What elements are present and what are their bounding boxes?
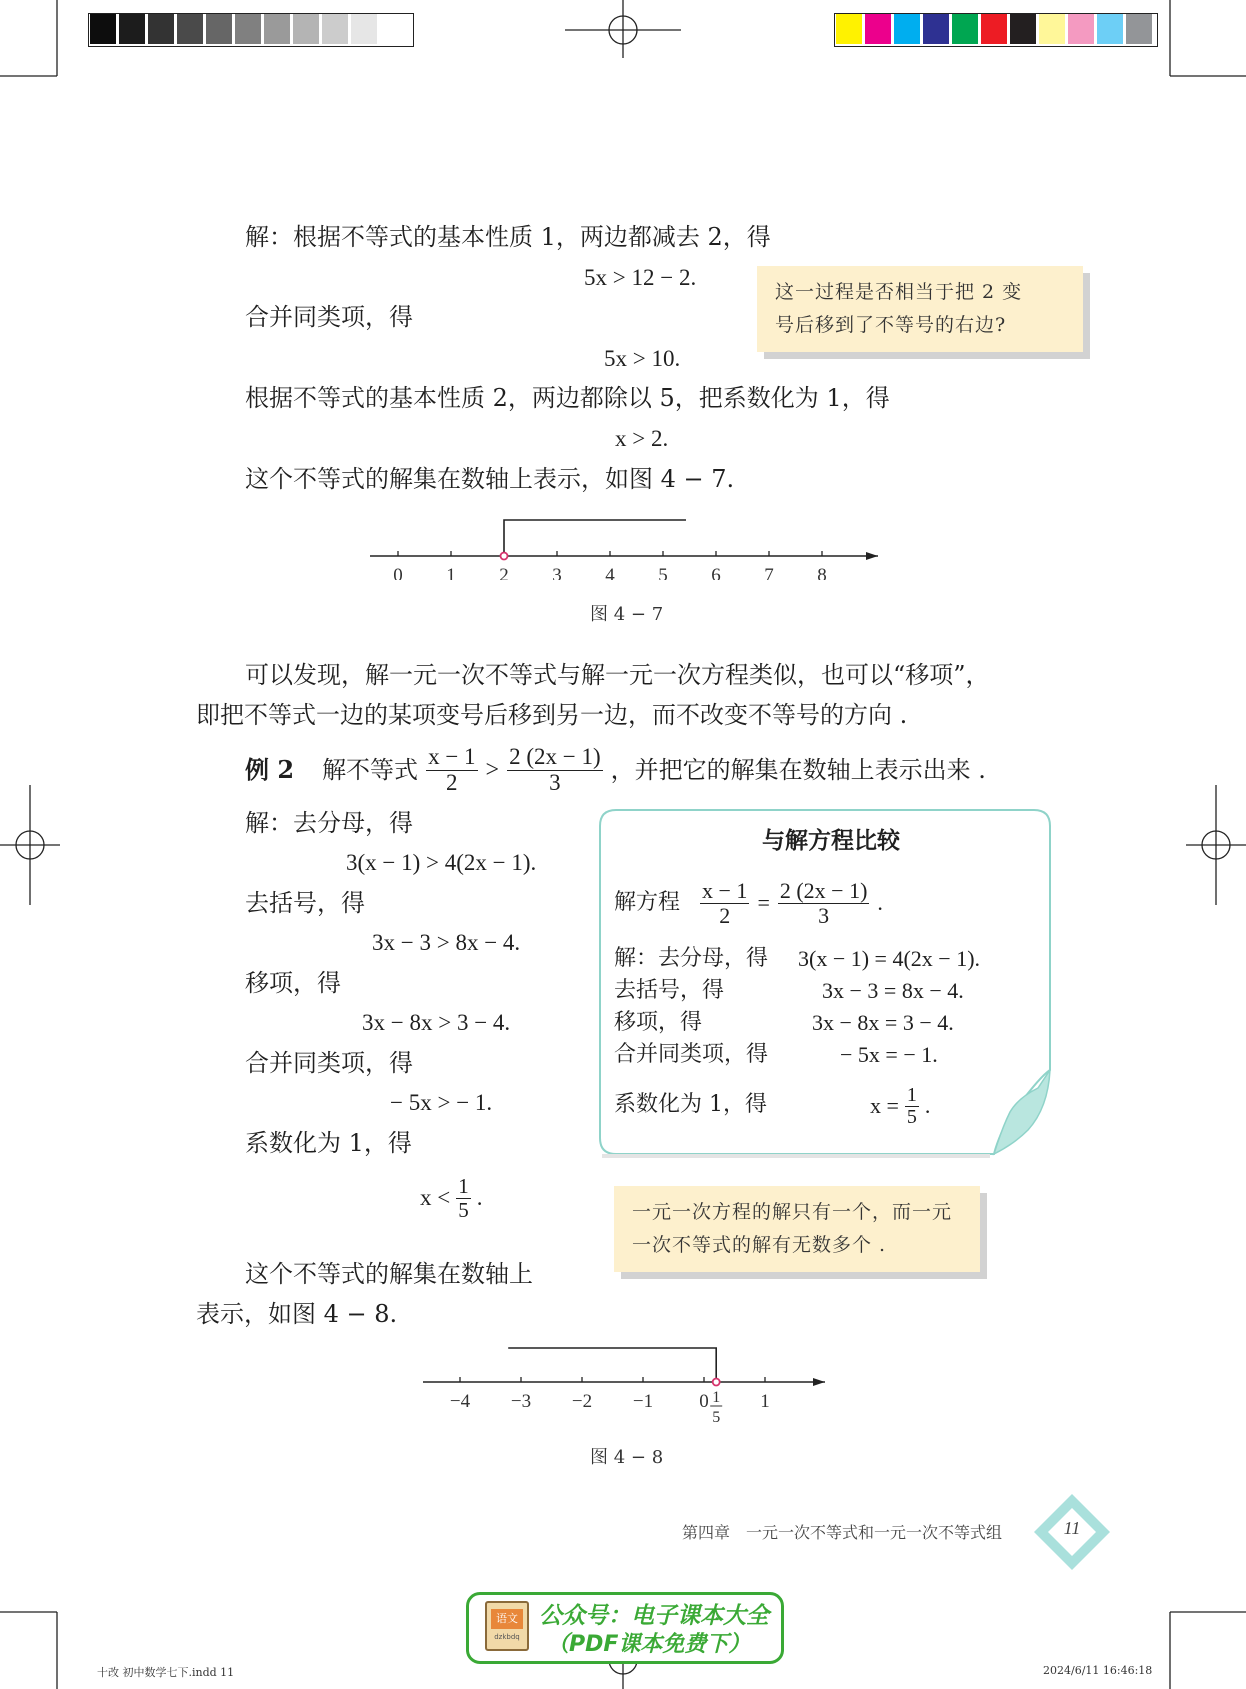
tick-label: 1 — [446, 565, 456, 580]
compare-last-lhs: x = — [870, 1093, 899, 1118]
compare-panel-lhs-fraction — [700, 879, 749, 926]
compare-row-2-expr: 3x − 3 = 8x − 4. — [822, 978, 964, 1003]
banner-line1: 公众号：电子课本大全 — [539, 1603, 769, 1629]
solution-ray — [508, 1348, 716, 1382]
example2-lhs-denominator: 2 — [446, 769, 458, 795]
solution1-eq2: 5x > 10. — [604, 346, 681, 371]
solution2-eq5-lhs: x < — [420, 1185, 451, 1210]
solution2-eq1: 3(x − 1) > 4(2x − 1). — [346, 850, 537, 875]
solution2-conclusion-line2: 表示，如图 4 − 8. — [196, 1300, 398, 1328]
example2-statement — [245, 742, 986, 798]
compare-panel-rhs-numerator: 2 (2x − 1) — [779, 878, 868, 904]
tick-label: −2 — [571, 1391, 593, 1412]
example2-lhs-numerator: x − 1 — [428, 744, 476, 770]
solution-ray — [504, 520, 686, 556]
calibration-swatch — [1126, 14, 1152, 44]
thinking-callout — [757, 266, 1083, 352]
endpoint-fraction-denominator: 5 — [712, 1409, 721, 1426]
compare-panel-rhs-fraction — [778, 879, 870, 926]
compare-row-1-label: 解：去分母，得 — [614, 946, 769, 971]
tick-label: 5 — [658, 565, 668, 580]
solution2-eq5-denominator: 5 — [458, 1197, 469, 1222]
example2-suffix: ，并把它的解集在数轴上表示出来 . — [610, 756, 986, 784]
example2-rhs-numerator: 2 (2x − 1) — [509, 744, 601, 770]
calibration-swatch — [923, 14, 949, 44]
compare-last-fraction — [905, 1085, 919, 1128]
compare-row-4-expr: − 5x = − 1. — [840, 1042, 938, 1067]
calibration-swatch — [1068, 14, 1094, 44]
solution2-eq5-fraction — [456, 1175, 471, 1220]
compare-last-expr — [870, 1080, 930, 1132]
solution1-eq3: x > 2. — [615, 426, 669, 451]
calibration-swatch — [836, 14, 862, 44]
calibration-swatch — [206, 14, 232, 44]
compare-panel-lhs-denominator: 2 — [719, 902, 731, 928]
calibration-swatch — [177, 14, 203, 44]
calibration-swatch — [865, 14, 891, 44]
compare-row-4-label: 合并同类项，得 — [614, 1042, 769, 1067]
tick-label: −3 — [510, 1391, 532, 1412]
file-name: 十改 初中数学七下.indd 11 — [97, 1666, 235, 1679]
chapter-title: 第四章 一元一次不等式和一元一次不等式组 — [682, 1523, 1003, 1542]
compare-panel-equation — [614, 876, 883, 930]
tick-label: 1 — [760, 1391, 770, 1412]
calibration-swatch — [235, 14, 261, 44]
compare-panel-equation-end: . — [877, 890, 883, 915]
calibration-swatch — [90, 14, 116, 44]
tick-label: 2 — [499, 565, 509, 580]
axis-arrow — [866, 552, 878, 560]
number-line-figure-4-8 — [415, 1336, 835, 1426]
compare-panel-title: 与解方程比较 — [762, 827, 900, 854]
calibration-swatch — [1010, 14, 1036, 44]
page-number: 11 — [1063, 1518, 1081, 1538]
calibration-swatch — [1039, 14, 1065, 44]
compare-panel-equation-label: 解方程 — [614, 890, 681, 915]
example2-operator: > — [485, 757, 500, 783]
tick-label: 8 — [817, 565, 827, 580]
tick-label: 6 — [711, 565, 721, 580]
solution2-eq5-numerator: 1 — [458, 1174, 469, 1199]
tick-label: 0 — [393, 565, 403, 580]
compare-panel-rhs-denominator: 3 — [818, 902, 830, 928]
print-timestamp: 2024/6/11 16:46:18 — [1043, 1664, 1153, 1677]
observation-line2: 即把不等式一边的某项变号后移到另一边，而不改变不等号的方向 . — [196, 701, 908, 729]
solution2-step3: 移项，得 — [245, 969, 341, 997]
tick-label: 0 — [699, 1391, 709, 1412]
tick-label: 7 — [764, 565, 774, 580]
calibration-swatch — [119, 14, 145, 44]
solution2-step2: 去括号，得 — [245, 889, 365, 917]
calibration-swatch — [264, 14, 290, 44]
tick-label: −1 — [632, 1391, 654, 1412]
solution-count-callout-line1: 一元一次方程的解只有一个，而一元 — [632, 1201, 953, 1223]
calibration-swatch — [293, 14, 319, 44]
endpoint-fraction-numerator: 1 — [712, 1389, 721, 1406]
solution2-eq3: 3x − 8x > 3 − 4. — [362, 1010, 511, 1035]
solution2-step4: 合并同类项，得 — [245, 1049, 413, 1077]
example2-prefix: 解不等式 — [322, 756, 419, 784]
book-icon-text: 语文 — [491, 1609, 523, 1629]
solution1-step2: 合并同类项，得 — [245, 303, 413, 331]
compare-last-label: 系数化为 1，得 — [614, 1092, 767, 1117]
thinking-callout-line1: 这一过程是否相当于把 2 变 — [775, 281, 1023, 303]
open-endpoint — [713, 1379, 720, 1386]
compare-row-3-label: 移项，得 — [614, 1010, 703, 1035]
thinking-callout-line2: 号后移到了不等号的右边? — [775, 314, 1007, 336]
solution1-intro: 解：根据不等式的基本性质 1，两边都减去 2，得 — [245, 223, 771, 251]
solution2-eq5-end: . — [476, 1185, 483, 1210]
calibration-swatch — [322, 14, 348, 44]
solution2-step1: 解：去分母，得 — [245, 809, 413, 837]
compare-panel-operator: = — [757, 890, 770, 915]
compare-row-3-expr: 3x − 8x = 3 − 4. — [812, 1010, 954, 1035]
axis-arrow — [813, 1378, 825, 1386]
solution-count-callout-line2: 一次不等式的解有无数多个 . — [632, 1234, 887, 1256]
solution1-step3: 根据不等式的基本性质 2，两边都除以 5，把系数化为 1，得 — [245, 384, 890, 412]
compare-last-denominator: 5 — [906, 1105, 917, 1128]
solution2-eq2: 3x − 3 > 8x − 4. — [372, 930, 521, 955]
calibration-swatch — [894, 14, 920, 44]
solution2-eq5 — [420, 1172, 482, 1224]
compare-last-numerator: 1 — [906, 1083, 917, 1106]
calibration-swatch — [380, 14, 406, 44]
tick-label: −4 — [449, 1391, 471, 1412]
example2-label: 例 2 — [245, 755, 295, 784]
tick-label: 3 — [552, 565, 562, 580]
compare-panel-lhs-numerator: x − 1 — [702, 878, 748, 904]
compare-last-end: . — [924, 1093, 931, 1118]
example2-rhs-denominator: 3 — [549, 769, 561, 795]
figure-4-7-caption: 图 4 − 7 — [590, 604, 664, 625]
compare-row-2-label: 去括号，得 — [614, 978, 725, 1003]
wechat-banner[interactable] — [466, 1592, 784, 1664]
tick-label: 4 — [605, 565, 615, 580]
calibration-swatch — [952, 14, 978, 44]
figure-4-8-caption: 图 4 − 8 — [590, 1447, 664, 1468]
calibration-swatch — [981, 14, 1007, 44]
compare-row-1-expr: 3(x − 1) = 4(2x − 1). — [798, 946, 981, 971]
solution2-step5: 系数化为 1，得 — [245, 1129, 412, 1157]
solution1-conclusion: 这个不等式的解集在数轴上表示，如图 4 − 7. — [245, 465, 735, 493]
book-icon-sub: dzkbdq — [494, 1633, 520, 1641]
open-endpoint — [501, 553, 508, 560]
calibration-swatch — [148, 14, 174, 44]
solution2-conclusion-line1: 这个不等式的解集在数轴上 — [245, 1260, 533, 1288]
observation-line1: 可以发现，解一元一次不等式与解一元一次方程类似，也可以“移项”， — [245, 661, 990, 689]
banner-line2: （PDF课本免费下） — [547, 1632, 751, 1657]
solution1-eq1: 5x > 12 − 2. — [584, 265, 697, 290]
solution2-eq4: − 5x > − 1. — [390, 1090, 493, 1115]
number-line-figure-4-7 — [360, 510, 890, 580]
book-icon — [485, 1601, 529, 1651]
calibration-swatch — [351, 14, 377, 44]
solution-count-callout — [614, 1186, 980, 1272]
example2-lhs-fraction — [426, 745, 477, 794]
example2-rhs-fraction — [507, 745, 603, 794]
calibration-swatch — [1097, 14, 1123, 44]
